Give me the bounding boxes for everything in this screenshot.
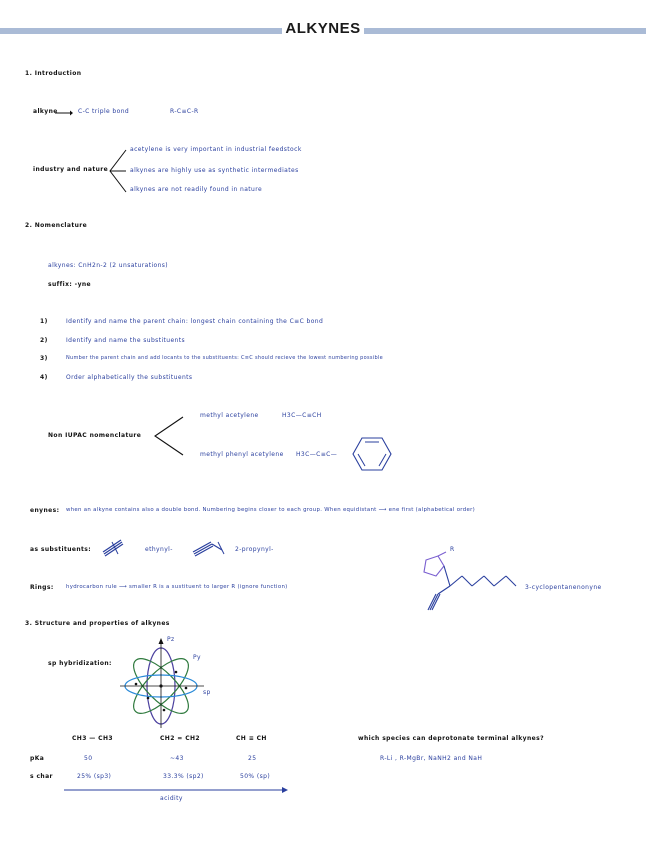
enynes-label: enynes:: [30, 507, 60, 514]
orbital-label-sp: sp: [203, 689, 211, 696]
propynyl-label: 2-propynyl-: [235, 546, 274, 553]
ethynyl-substituent-icon: [100, 538, 128, 558]
branch-brace-icon: [108, 148, 128, 194]
orbital-label-py: Py: [193, 654, 201, 661]
ethynyl-label: ethynyl-: [145, 546, 173, 553]
branch-bracket-icon: [153, 415, 185, 457]
table-header: CH3 — CH3: [72, 735, 113, 742]
cyclopentane-alkyne-structure: [412, 548, 522, 614]
ring-compound-name: 3-cyclopentanenonyne: [525, 584, 602, 591]
table-cell: 50: [84, 755, 93, 762]
propynyl-substituent-icon: [192, 538, 228, 558]
deprotonation-question: which species can deprotonate terminal alkynes?: [358, 735, 544, 742]
page-title: ALKYNES: [0, 20, 646, 37]
common-name: methyl phenyl acetylene: [200, 451, 284, 458]
step-number: 2): [40, 337, 48, 344]
alkyne-formula: R-C≡C-R: [170, 108, 199, 115]
benzene-ring-icon: [352, 436, 392, 472]
section-1-heading: 1. Introduction: [25, 70, 82, 77]
common-formula: H3C—C≡C—: [296, 451, 338, 458]
common-formula: H3C—C≡CH: [282, 412, 322, 419]
deprotonation-answer: R-Li , R-MgBr, NaNH2 and NaH: [380, 755, 483, 762]
table-cell: 33.3% (sp2): [163, 773, 204, 780]
table-header: CH ≡ CH: [236, 735, 267, 742]
acidity-arrow-icon: [64, 786, 288, 794]
suffix-line: suffix: -yne: [48, 281, 92, 288]
non-iupac-label: Non IUPAC nomenclature: [48, 432, 142, 439]
branch-item: acetylene is very important in industrial feedstock: [130, 146, 302, 153]
industry-label: industry and nature: [33, 166, 109, 173]
common-name: methyl acetylene: [200, 412, 259, 419]
table-header: CH2 = CH2: [160, 735, 201, 742]
arrow-icon: [55, 110, 73, 116]
section-3-heading: 3. Structure and properties of alkynes: [25, 620, 170, 627]
ring-r-label: R: [450, 546, 455, 553]
step-number: 4): [40, 374, 48, 381]
sp-orbital-diagram: [118, 636, 208, 728]
step-number: 1): [40, 318, 48, 325]
branch-item: alkynes are not readily found in nature: [130, 186, 263, 193]
step-text: Identify and name the parent chain: longest chain containing the C≡C bond: [66, 318, 324, 325]
table-cell: 25% (sp3): [77, 773, 112, 780]
general-formula: alkynes: CnH2n-2 (2 unsaturations): [48, 262, 169, 269]
rings-text: hydrocarbon rule ⟶ smaller R is a sustituent to larger R (ignore function): [66, 584, 288, 590]
alkyne-definition: C-C triple bond: [78, 108, 130, 115]
step-number: 3): [40, 355, 48, 362]
orbital-label-pz: Pz: [167, 636, 175, 643]
step-text: Number the parent chain and add locants to the substituents: C≡C should recieve the lowest numbering possible: [66, 355, 384, 361]
row-label: s char: [30, 773, 53, 780]
table-cell: 25: [248, 755, 257, 762]
alkyne-label: alkyne: [33, 108, 58, 115]
table-cell: ~43: [170, 755, 184, 762]
rings-label: Rings:: [30, 584, 54, 591]
table-cell: 50% (sp): [240, 773, 271, 780]
branch-item: alkynes are highly use as synthetic intermediates: [130, 167, 299, 174]
enynes-text: when an alkyne contains also a double bond. Numbering begins closer to each group. When equidistant ⟶ ene first (alphabetical order): [66, 507, 475, 513]
substituents-label: as substituents:: [30, 546, 92, 553]
acidity-label: acidity: [160, 795, 183, 802]
step-text: Identify and name the substituents: [66, 337, 186, 344]
step-text: Order alphabetically the substituents: [66, 374, 193, 381]
row-label: pKa: [30, 755, 45, 762]
section-2-heading: 2. Nomenclature: [25, 222, 88, 229]
sp-hybridization-label: sp hybridization:: [48, 660, 112, 667]
